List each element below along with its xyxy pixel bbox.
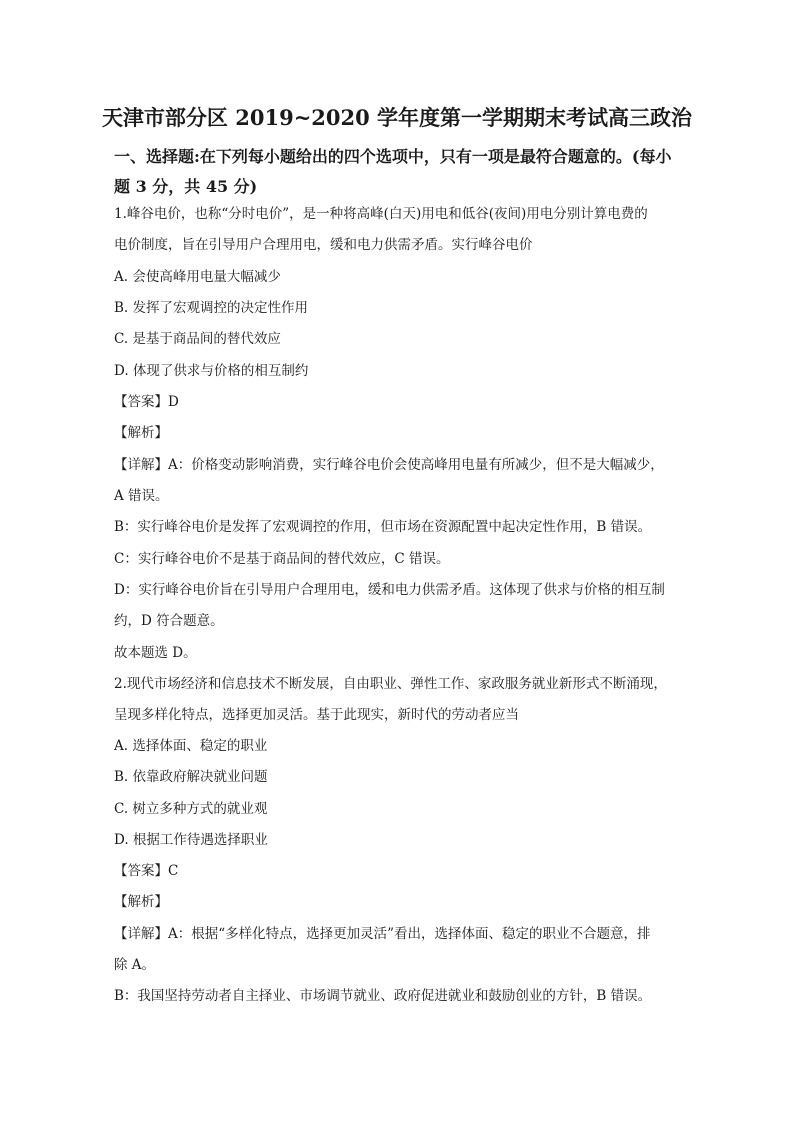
section-heading-line-1: 一、选择题:在下列每小题给出的四个选项中，只有一项是最符合题意的。(每小 bbox=[114, 147, 672, 166]
q2-detail-line-3: B：我国坚持劳动者自主择业、市场调节就业、政府促进就业和鼓励创业的方针，B 错误。 bbox=[114, 988, 652, 1004]
q1-stem-line-1: 1.峰谷电价，也称“分时电价”，是一种将高峰(白天)用电和低谷(夜间)用电分别计算电费的 bbox=[114, 206, 648, 222]
q1-option-d: D. 体现了供求与价格的相互制约 bbox=[114, 363, 309, 379]
section-heading bbox=[114, 142, 684, 202]
q2-option-b: B. 依靠政府解决就业问题 bbox=[114, 769, 268, 785]
q2-stem-line-2: 呈现多样化特点，选择更加灵活。基于此现实，新时代的劳动者应当 bbox=[114, 707, 519, 723]
q2-answer: 【答案】C bbox=[114, 863, 179, 879]
q2-option-c: C. 树立多种方式的就业观 bbox=[114, 801, 268, 817]
q1-answer: 【答案】D bbox=[114, 394, 179, 410]
page-title: 天津市部分区 2019~2020 学年度第一学期期末考试高三政治 bbox=[101, 105, 693, 130]
q1-option-b: B. 发挥了宏观调控的决定性作用 bbox=[114, 300, 309, 316]
q2-stem-line-1: 2.现代市场经济和信息技术不断发展，自由职业、弹性工作、家政服务就业新形式不断涌现， bbox=[114, 676, 667, 692]
q1-option-a: A. 会使高峰用电量大幅减少 bbox=[114, 269, 281, 285]
q1-detail-line-2: A 错误。 bbox=[114, 488, 169, 504]
q1-detail-line-7: 故本题选 D。 bbox=[114, 645, 197, 661]
q2-detail-line-2: 除 A。 bbox=[114, 957, 156, 973]
q2-option-a: A. 选择体面、稳定的职业 bbox=[114, 738, 268, 754]
q1-detail-line-1: 【详解】A：价格变动影响消费，实行峰谷电价会使高峰用电量有所减少，但不是大幅减少， bbox=[114, 457, 664, 473]
q1-analysis-label: 【解析】 bbox=[114, 425, 168, 441]
q2-option-d: D. 根据工作待遇选择职业 bbox=[114, 832, 268, 848]
q1-detail-line-5: D：实行峰谷电价旨在引导用户合理用电，缓和电力供需矛盾。这体现了供求与价格的相互制 bbox=[114, 582, 665, 598]
q1-detail-line-4: C：实行峰谷电价不是基于商品间的替代效应，C 错误。 bbox=[114, 551, 450, 567]
q2-analysis-label: 【解析】 bbox=[114, 894, 168, 910]
q1-detail-line-3: B：实行峰谷电价是发挥了宏观调控的作用，但市场在资源配置中起决定性作用，B 错误。 bbox=[114, 519, 652, 535]
q1-detail-line-6: 约，D 符合题意。 bbox=[114, 613, 224, 629]
section-heading-line-2: 题 3 分，共 45 分) bbox=[114, 177, 258, 196]
q2-detail-line-1: 【详解】A：根据“多样化特点，选择更加灵活”看出，选择体面、稳定的职业不合题意，排 bbox=[114, 926, 651, 942]
q1-stem-line-2: 电价制度，旨在引导用户合理用电，缓和电力供需矛盾。实行峰谷电价 bbox=[114, 237, 533, 253]
q1-option-c: C. 是基于商品间的替代效应 bbox=[114, 331, 281, 347]
